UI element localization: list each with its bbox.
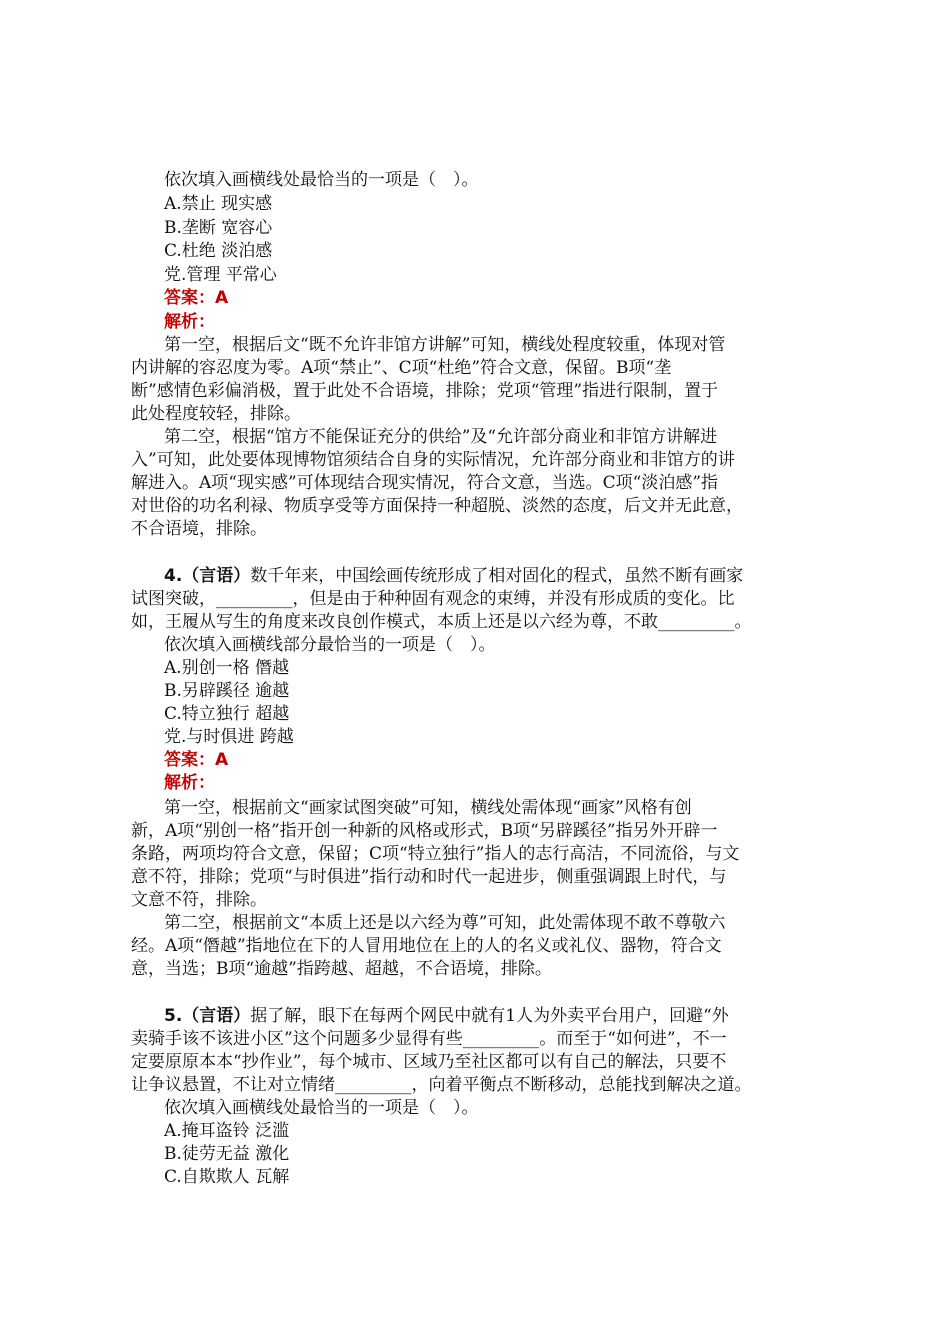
analysis-line: 意，当选；B项“逾越”指跨越、超越，不合语境，排除。 xyxy=(131,959,552,979)
option-c: C.杜绝 淡泊感 xyxy=(164,241,273,261)
analysis-line: 文意不符，排除。 xyxy=(131,890,267,910)
question-number: 4.（言语） xyxy=(164,566,251,586)
analysis-label: 解析： xyxy=(164,312,215,332)
option-b: B.垄断 宽容心 xyxy=(164,218,273,238)
option-a: A.别创一格 僭越 xyxy=(164,658,290,678)
answer-label: 答案：A xyxy=(164,750,229,770)
analysis-line: 解进入。A项“现实感”可体现结合现实情况，符合文意，当选。C项“淡泊感”指 xyxy=(131,473,719,493)
question-5-first-line xyxy=(164,1004,729,1028)
question-prompt: 依次填入画横线部分最恰当的一项是（ ）。 xyxy=(164,635,496,655)
question-stem: 据了解，眼下在每两个网民中就有1人为外卖平台用户，回避“外 xyxy=(250,1006,729,1026)
question-stem: 如，王履从写生的角度来改良创作模式，本质上还是以六经为尊，不敢_________。 xyxy=(131,612,752,632)
analysis-line: 断”感情色彩偏消极，置于此处不合语境，排除；党项“管理”指进行限制，置于 xyxy=(131,381,719,401)
option-a: A.掩耳盗铃 泛滥 xyxy=(164,1121,290,1141)
question-stem: 卖骑手该不该进小区”这个问题多少显得有些_________。而至于“如何进”，不一 xyxy=(131,1029,727,1049)
option-b: B.徒劳无益 激化 xyxy=(164,1144,290,1164)
option-a: A.禁止 现实感 xyxy=(164,194,273,214)
question-prompt: 依次填入画横线处最恰当的一项是（ ）。 xyxy=(164,1098,479,1118)
analysis-line: 条路，两项均符合文意，保留；C项“特立独行”指人的志行高洁，不同流俗，与文 xyxy=(131,844,740,864)
option-c: C.特立独行 超越 xyxy=(164,704,290,724)
question-number: 5.（言语） xyxy=(164,1006,251,1026)
question-stem: 试图突破，_________，但是由于种种固有观念的束缚，并没有形成质的变化。比 xyxy=(131,589,735,609)
option-d: 党.与时俱进 跨越 xyxy=(164,727,294,747)
analysis-line: 第一空，根据后文“既不允许非馆方讲解”可知，横线处程度较重，体现对管 xyxy=(164,335,726,355)
analysis-line: 内讲解的容忍度为零。A项“禁止”、C项“杜绝”符合文意，保留。B项“垄 xyxy=(131,358,672,378)
question-4-first-line xyxy=(164,564,743,588)
analysis-line: 入”可知，此处要体现博物馆须结合自身的实际情况，允许部分商业和非馆方的讲 xyxy=(131,450,735,470)
question-stem: 让争议悬置，不让对立情绪_________，向着平衡点不断移动，总能找到解决之道。 xyxy=(131,1075,752,1095)
analysis-line: 此处程度较轻，排除。 xyxy=(131,404,301,424)
analysis-line: 第二空，根据“馆方不能保证充分的供给”及“允许部分商业和非馆方讲解进 xyxy=(164,427,718,447)
analysis-label: 解析： xyxy=(164,773,215,793)
option-b: B.另辟蹊径 逾越 xyxy=(164,681,290,701)
question-stem: 定要原原本本“抄作业”，每个城市、区域乃至社区都可以有自己的解法，只要不 xyxy=(131,1052,727,1072)
question-stem: 数千年来，中国绘画传统形成了相对固化的程式，虽然不断有画家 xyxy=(250,566,744,586)
analysis-line: 对世俗的功名利禄、物质享受等方面保持一种超脱、淡然的态度，后文并无此意， xyxy=(131,496,743,516)
analysis-line: 新，A项“别创一格”指开创一种新的风格或形式，B项“另辟蹊径”指另外开辟一 xyxy=(131,821,718,841)
option-d: 党.管理 平常心 xyxy=(164,265,277,285)
question-prompt: 依次填入画横线处最恰当的一项是（ ）。 xyxy=(164,170,479,190)
option-c: C.自欺欺人 瓦解 xyxy=(164,1167,290,1187)
analysis-line: 第二空，根据前文“本质上还是以六经为尊”可知，此处需体现不敢不尊敬六 xyxy=(164,913,726,933)
answer-label: 答案：A xyxy=(164,288,229,308)
analysis-line: 第一空，根据前文“画家试图突破”可知，横线处需体现“画家”风格有创 xyxy=(164,798,692,818)
analysis-line: 意不符，排除；党项“与时俱进”指行动和时代一起进步，侧重强调跟上时代，与 xyxy=(131,867,727,887)
analysis-line: 不合语境，排除。 xyxy=(131,519,267,539)
analysis-line: 经。A项“僭越”指地位在下的人冒用地位在上的人的名义或礼仪、器物，符合文 xyxy=(131,936,722,956)
